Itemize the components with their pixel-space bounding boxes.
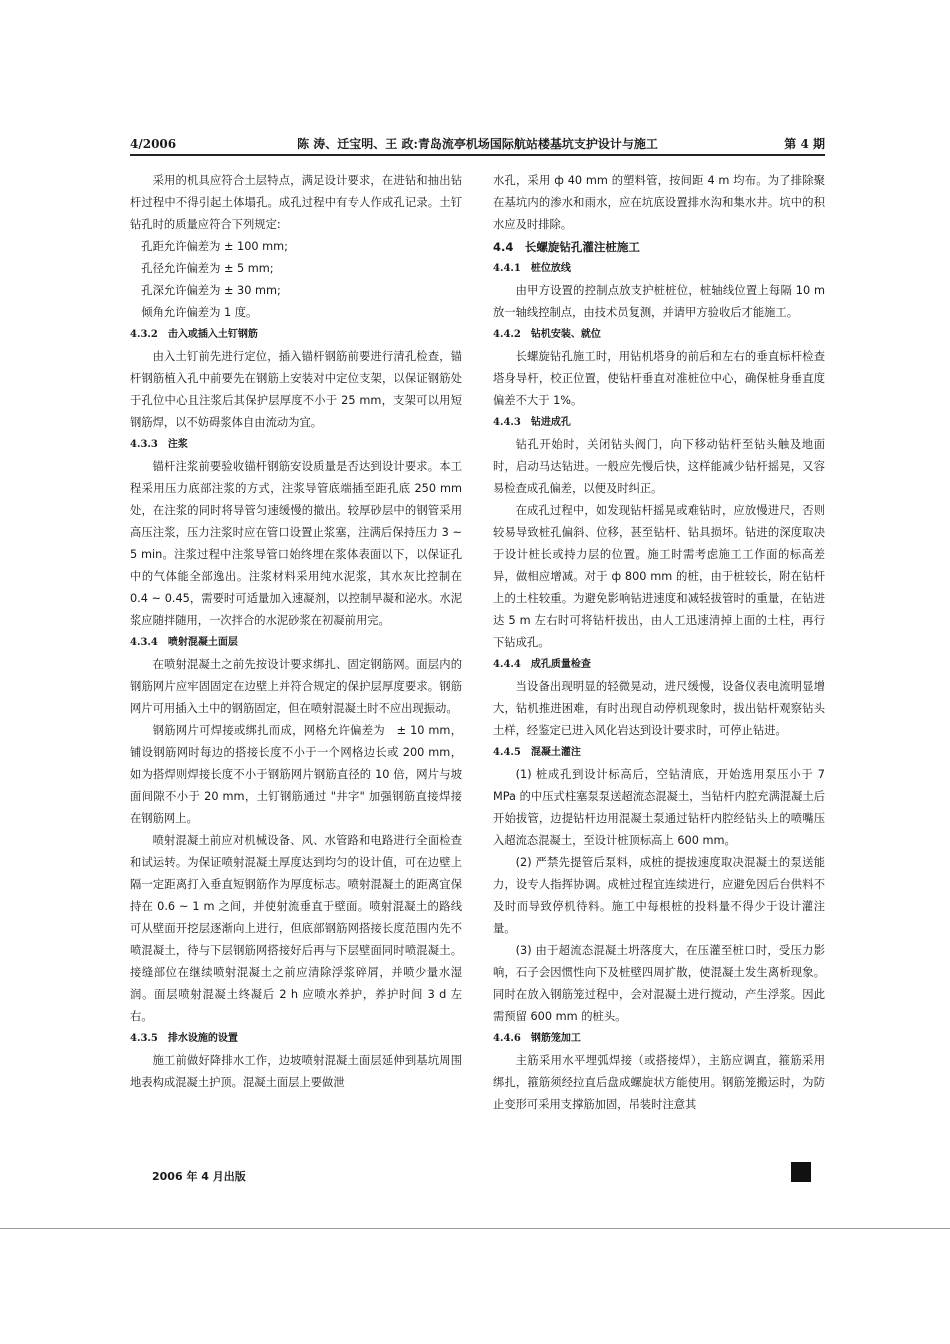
paragraph: 在喷射混凝土之前先按设计要求绑扎、固定钢筋网。面层内的钢筋网片应牢固固定在边壁上并符合规定的保护层厚度要求。钢筋网片可用插入土中的钢筋固定，但在喷射混凝土时不应出现振动。 xyxy=(130,658,462,715)
page-number-box xyxy=(791,1162,811,1182)
section-heading-4-3-4: 4.3.4 喷射混凝土面层 xyxy=(130,637,238,648)
section-heading-4-4-6: 4.4.6 钢筋笼加工 xyxy=(493,1033,581,1044)
section-heading-4-4-4: 4.4.4 成孔质量检查 xyxy=(493,659,591,670)
paragraph: 锚杆注浆前要验收锚杆钢筋安设质量是否达到设计要求。本工程采用压力底部注浆的方式，注浆导管底端插至距孔底 250 mm 处，在注浆的同时将导管匀速缓慢的撤出。较厚砂层中的钢管采用高压注浆，压力注浆时应在管口设置止浆塞，注满后保持压力 3 ~ 5 min。注浆过程中注浆导管口始终埋在浆体表面以下，以保证孔中的气体能全部逸出。注浆材料采用纯水泥浆，其水灰比控制在 0.4 ~ 0.45，需要时可适量加入速凝剂，以控制早凝和泌水。水泥浆应随拌随用，一次拌合的水泥砂浆在初凝前用完。 xyxy=(130,460,462,627)
header-article-title: 陈 涛、迁宝明、王 政:青岛流亭机场国际航站楼基坑支护设计与施工 xyxy=(297,137,658,151)
paragraph: 由甲方设置的控制点放支护桩桩位，桩轴线位置上每隔 10 m 放一轴线控制点，由技术员复测，并请甲方验收后才能施工。 xyxy=(493,284,825,319)
paragraph: 由入土钉前先进行定位，插入锚杆钢筋前要进行清孔检查，锚杆钢筋植入孔中前要先在钢筋上安装对中定位支架，以保证钢筋处于孔位中心且注浆后其保护层厚度不小于 25 mm，支架可以用短钢筋焊，以不妨碍浆体自由流动为宜。 xyxy=(130,350,462,429)
right-column xyxy=(493,170,825,1116)
tolerance-item: 孔径允许偏差为 ± 5 mm; xyxy=(141,262,274,275)
tolerance-item: 倾角允许偏差为 1 度。 xyxy=(141,306,258,319)
paragraph: 施工前做好降排水工作，边坡喷射混凝土面层延伸到基坑周围地表构成混凝土护顶。混凝土面层上要做泄 xyxy=(130,1054,462,1089)
paragraph: 喷射混凝土前应对机械设备、风、水管路和电路进行全面检查和试运转。为保证喷射混凝土厚度达到均匀的设计值，可在边壁上隔一定距离打入垂直短钢筋作为厚度标志。喷射混凝土的距离宜保持在 0.6 ~ 1 m 之间，并使射流垂直于壁面。喷射混凝土的路线可从壁面开挖层逐渐向上进行，但底部钢筋网搭接长度范围内先不喷混凝土，待与下层钢筋网搭接好后再与下层壁面同时喷混凝土。接缝部位在继续喷射混凝土之前应清除浮浆碎屑，并喷少量水湿润。面层喷射混凝土终凝后 2 h 应喷水养护，养护时间 3 d 左右。 xyxy=(130,834,462,1023)
section-heading-4-3-2: 4.3.2 击入或插入土钉钢筋 xyxy=(130,329,258,340)
section-heading-4-4-5: 4.4.5 混凝土灌注 xyxy=(493,747,581,758)
section-heading-4-3-3: 4.3.3 注浆 xyxy=(130,439,188,450)
tolerance-item: 孔距允许偏差为 ± 100 mm; xyxy=(141,240,288,253)
tolerance-item: 孔深允许偏差为 ± 30 mm; xyxy=(141,284,281,297)
paragraph: 采用的机具应符合土层特点，满足设计要求，在进钻和抽出钻杆过程中不得引起土体塌孔。成孔过程中有专人作成孔记录。土钉钻孔时的质量应符合下列规定: xyxy=(130,174,462,231)
left-column xyxy=(130,170,462,1094)
section-heading-4-4-2: 4.4.2 钻机安装、就位 xyxy=(493,329,601,340)
running-header xyxy=(130,136,825,156)
paragraph: 长螺旋钻孔施工时，用钻机塔身的前后和左右的垂直标杆检查塔身导杆，校正位置，使钻杆垂直对准桩位中心，确保桩身垂直度偏差不大于 1%。 xyxy=(493,350,825,407)
header-issue-number: 第 4 期 xyxy=(784,137,825,151)
paragraph: 钻孔开始时，关闭钻头阀门，向下移动钻杆至钻头触及地面时，启动马达钻进。一般应先慢后快，这样能减少钻杆摇晃，又容易检查成孔偏差，以便及时纠正。 xyxy=(493,438,825,495)
section-heading-4-4-1: 4.4.1 桩位放线 xyxy=(493,263,571,274)
paragraph: 当设备出现明显的轻微晃动，进尺缓慢，设备仪表电流明显增大，钻机推进困难，有时出现自动停机现象时，拔出钻杆观察钻头土样，经鉴定已进入风化岩达到设计要求时，可停止钻进。 xyxy=(493,680,825,737)
paragraph: 在成孔过程中，如发现钻杆摇晃或难钻时，应放慢进尺，否则较易导致桩孔偏斜、位移，甚至钻杆、钻具损坏。钻进的深度取决于设计桩长或持力层的位置。施工时需考虑施工工作面的标高差异，做相应增减。对于 ф 800 mm 的桩，由于桩较长，附在钻杆上的土柱较重。为避免影响钻进速度和减轻拔管时的重量，在钻进达 5 m 左右时可将钻杆拔出，由人工迅速清掉上面的土柱，再行下钻成孔。 xyxy=(493,504,825,649)
paragraph: (2) 严禁先提管后泵料，成桩的提拔速度取决混凝土的泵送能力，设专人指挥协调。成桩过程宜连续进行，应避免因后台供料不及时而导致停机待料。施工中每根桩的投料量不得少于设计灌注量。 xyxy=(493,856,825,935)
page-bottom-divider xyxy=(0,1228,950,1229)
header-issue-date: 4/2006 xyxy=(130,137,177,151)
footer-publication-date: 2006 年 4 月出版 xyxy=(152,1170,246,1183)
section-heading-4-4: 4.4 长螺旋钻孔灌注桩施工 xyxy=(493,240,640,254)
paragraph: 主筋采用水平埋弧焊接（或搭接焊），主筋应调直，箍筋采用绑扎，箍筋须经拉直后盘成螺旋状方能使用。钢筋笼搬运时，为防止变形可采用支撑筋加固，吊装时注意其 xyxy=(493,1054,825,1111)
section-heading-4-4-3: 4.4.3 钻进成孔 xyxy=(493,417,571,428)
paragraph: (3) 由于超流态混凝土坍落度大，在压灌至桩口时，受压力影响，石子会因惯性向下及桩壁四周扩散，使混凝土发生离析现象。同时在放入钢筋笼过程中，会对混凝土进行搅动，产生浮浆。因此需预留 600 mm 的桩头。 xyxy=(493,944,825,1023)
paragraph: (1) 桩成孔到设计标高后，空钻清底，开始选用泵压小于 7 MPa 的中压式柱塞泵泵送超流态混凝土，当钻杆内腔充满混凝土后开始拔管，边提钻杆边用混凝土泵通过钻杆内腔经钻头上的喷嘴压入超流态混凝土，至设计桩顶标高上 600 mm。 xyxy=(493,768,825,847)
paragraph: 钢筋网片可焊接或绑扎而成，网格允许偏差为 ± 10 mm，铺设钢筋网时每边的搭接长度不小于一个网格边长或 200 mm，如为搭焊则焊接长度不小于钢筋网片钢筋直径的 10 倍，网片与坡面间隙不小于 20 mm，土钉钢筋通过 "井字" 加强钢筋直接焊接在钢筋网上。 xyxy=(130,724,462,825)
paragraph: 水孔，采用 ф 40 mm 的塑料管，按间距 4 m 均布。为了排除聚在基坑内的渗水和雨水，应在坑底设置排水沟和集水井。坑中的积水应及时排除。 xyxy=(493,174,825,231)
section-heading-4-3-5: 4.3.5 排水设施的设置 xyxy=(130,1033,238,1044)
